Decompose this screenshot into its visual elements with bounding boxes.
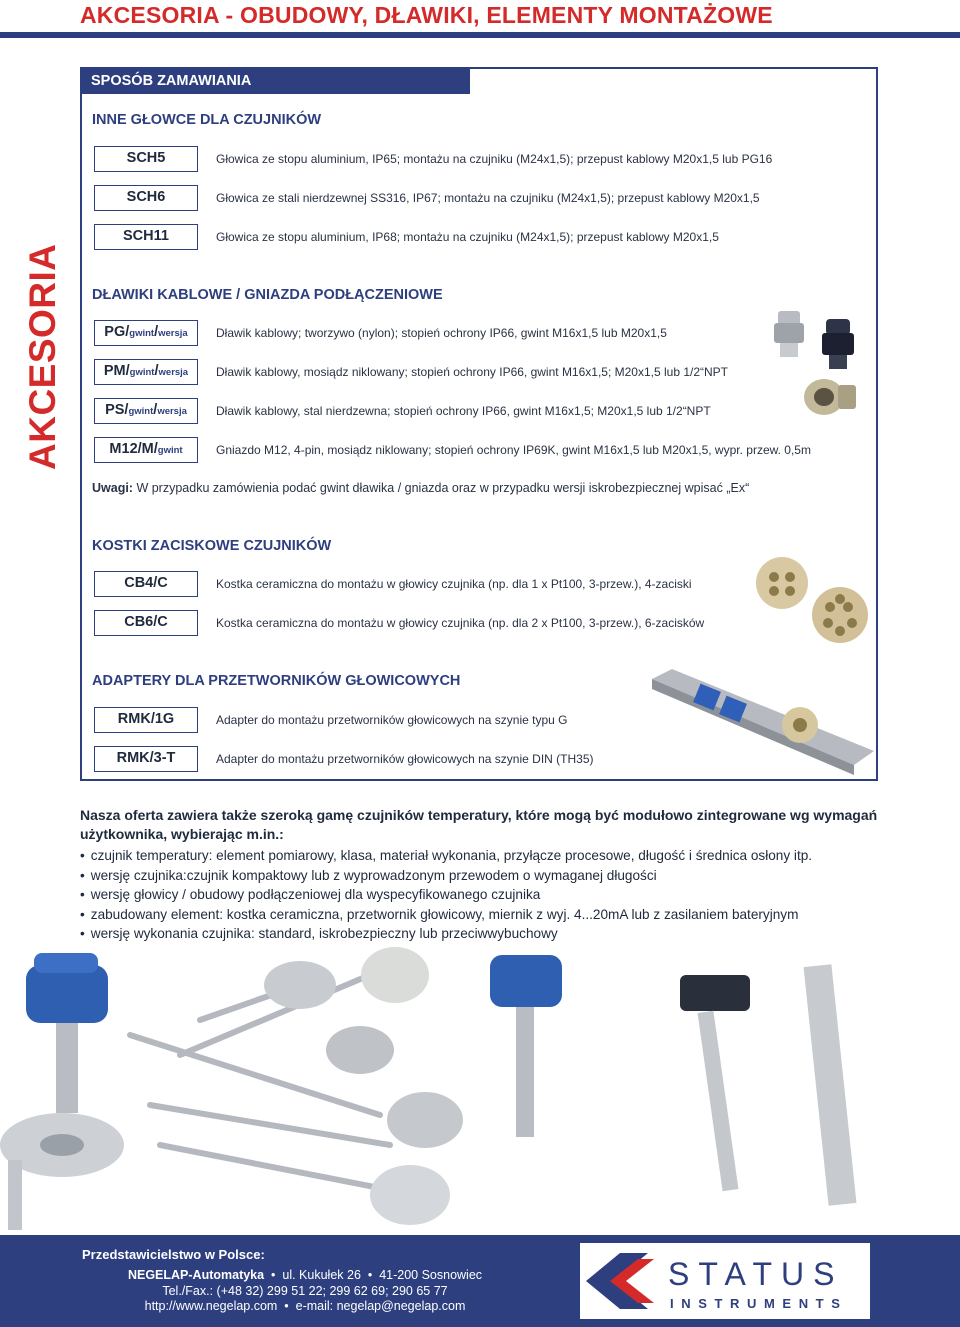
list-item: • wersję czujnika:czujnik kompaktowy lub z wyprowadzonym przewodem o wymaganej długości bbox=[80, 866, 880, 886]
sensor-products-photo bbox=[0, 945, 960, 1235]
product-desc: Kostka ceramiczna do montażu w głowicy czujnika (np. dla 2 x Pt100, 3-przew.), 6-zacisków bbox=[216, 616, 705, 630]
list-item: • wersję głowicy / obudowy podłączeniowej dla wyspecyfikowanego czujnika bbox=[80, 885, 880, 905]
svg-text:STATUS: STATUS bbox=[668, 1256, 844, 1292]
svg-text:INSTRUMENTS: INSTRUMENTS bbox=[670, 1296, 848, 1311]
order-header: SPOSÓB ZAMAWIANIA bbox=[82, 69, 470, 94]
product-desc: Dławik kablowy, mosiądz niklowany; stopień ochrony IP66, gwint M16x1,5; M20x1,5 lub 1/2“NPT bbox=[216, 365, 729, 379]
product-code: PG/gwint/wersja bbox=[94, 320, 198, 346]
section-adapters-title: ADAPTERY DLA PRZETWORNIKÓW GŁOWICOWYCH bbox=[92, 673, 461, 689]
section-terminals-title: KOSTKI ZACISKOWE CZUJNIKÓW bbox=[92, 538, 332, 554]
footer-address: NEGELAP-Automatyka • ul. Kukułek 26 • 41-200 Sosnowiec bbox=[127, 1268, 483, 1282]
product-desc: Dławik kablowy, stal nierdzewna; stopień ochrony IP66, gwint M16x1,5; M20x1,5 lub 1/2“NPT bbox=[216, 404, 711, 418]
section-heads-title: INNE GŁOWCE DLA CZUJNIKÓW bbox=[92, 112, 322, 128]
list-item: • wersję wykonania czujnika: standard, iskrobezpieczny lub przeciwwybuchowy bbox=[80, 924, 880, 944]
page-title: AKCESORIA - OBUDOWY, DŁAWIKI, ELEMENTY MONTAŻOWE bbox=[80, 2, 773, 28]
offer-lead: Nasza oferta zawiera także szeroką gamę czujników temperatury, które mogą być modułowo zintegrowane wg wymagań użytkownika, wybierając m.in.: bbox=[80, 807, 878, 842]
email-link[interactable]: e-mail: negelap@negelap.com bbox=[295, 1299, 466, 1313]
product-desc: Dławik kablowy; tworzywo (nylon); stopień ochrony IP66, gwint M16x1,5 lub M20x1,5 bbox=[216, 326, 667, 340]
product-code: RMK/3-T bbox=[94, 746, 198, 772]
product-desc: Gniazdo M12, 4-pin, mosiądz niklowany; stopień ochrony IP69K, gwint M16x1,5 lub M20x1,5, wypr. przew. 0,5m bbox=[216, 443, 811, 457]
offer-list bbox=[80, 846, 880, 944]
order-frame bbox=[80, 67, 878, 781]
offer-section bbox=[80, 806, 880, 944]
list-item: • czujnik temperatury: element pomiarowy, klasa, materiał wykonania, przyłącze procesowe, długość i średnica osłony itp. bbox=[80, 846, 880, 866]
product-code: M12/M/gwint bbox=[94, 437, 198, 463]
product-desc: Głowica ze stopu aluminium, IP65; montażu na czujniku (M24x1,5); przepust kablowy M20x1,5 lub PG16 bbox=[216, 152, 773, 166]
long-probes-image bbox=[130, 975, 390, 1190]
product-code: RMK/1G bbox=[94, 707, 198, 733]
product-code: SCH11 bbox=[94, 224, 198, 250]
product-code: CB6/C bbox=[94, 610, 198, 636]
blue-transmitter-sensors-image bbox=[490, 955, 856, 1206]
product-desc: Głowica ze stopu aluminium, IP68; montażu na czujniku (M24x1,5); przepust kablowy M20x1,5 bbox=[216, 230, 719, 244]
product-code: PS/gwint/wersja bbox=[94, 398, 198, 424]
product-code: SCH6 bbox=[94, 185, 198, 211]
din-rail-adapter-photo bbox=[650, 665, 876, 779]
order-note: Uwagi: W przypadku zamówienia podać gwint dławika / gniazda oraz w przypadku wersji iskrobezpiecznej wpisać „Ex“ bbox=[92, 481, 750, 495]
footer bbox=[0, 1235, 960, 1327]
metal-gland-image bbox=[804, 379, 856, 415]
product-code: SCH5 bbox=[94, 146, 198, 172]
product-code: PM/gwint/wersja bbox=[94, 359, 198, 385]
logo-mark-icon bbox=[580, 1243, 870, 1319]
website-link[interactable]: http://www.negelap.com bbox=[144, 1299, 278, 1313]
cable-gland-photos bbox=[770, 305, 874, 429]
footer-web: http://www.negelap.com • e-mail: negelap@negelap.com bbox=[144, 1299, 466, 1313]
black-gland-image bbox=[822, 319, 854, 369]
list-item: • zabudowany element: kostka ceramiczna, przetwornik głowicowy, miernik z wyj. 4...20mA lub z zasilaniem bateryjnym bbox=[80, 905, 880, 925]
product-desc: Adapter do montażu przetworników głowicowych na szynie typu G bbox=[216, 713, 568, 727]
footer-heading: Przedstawicielstwo w Polsce: bbox=[82, 1247, 265, 1262]
nylon-gland-image bbox=[774, 311, 804, 357]
product-desc: Adapter do montażu przetworników głowicowych na szynie DIN (TH35) bbox=[216, 752, 594, 766]
terminal-block-photos bbox=[748, 553, 878, 653]
product-desc: Kostka ceramiczna do montażu w głowicy czujnika (np. dla 1 x Pt100, 3-przew.), 4-zaciski bbox=[216, 577, 692, 591]
status-instruments-logo bbox=[580, 1243, 870, 1319]
title-rule bbox=[0, 32, 960, 38]
side-section-label: AKCESORIA bbox=[22, 243, 63, 470]
product-code: CB4/C bbox=[94, 571, 198, 597]
product-desc: Głowica ze stali nierdzewnej SS316, IP67; montażu na czujniku (M24x1,5); przepust kablowy M20x1,5 bbox=[216, 191, 760, 205]
blue-head-flange-sensor-image bbox=[0, 953, 124, 1230]
footer-phone: Tel./Fax.: (+48 32) 299 51 22; 299 62 69; 290 65 77 bbox=[162, 1284, 448, 1298]
section-glands-title: DŁAWIKI KABLOWE / GNIAZDA PODŁĄCZENIOWE bbox=[92, 287, 443, 303]
